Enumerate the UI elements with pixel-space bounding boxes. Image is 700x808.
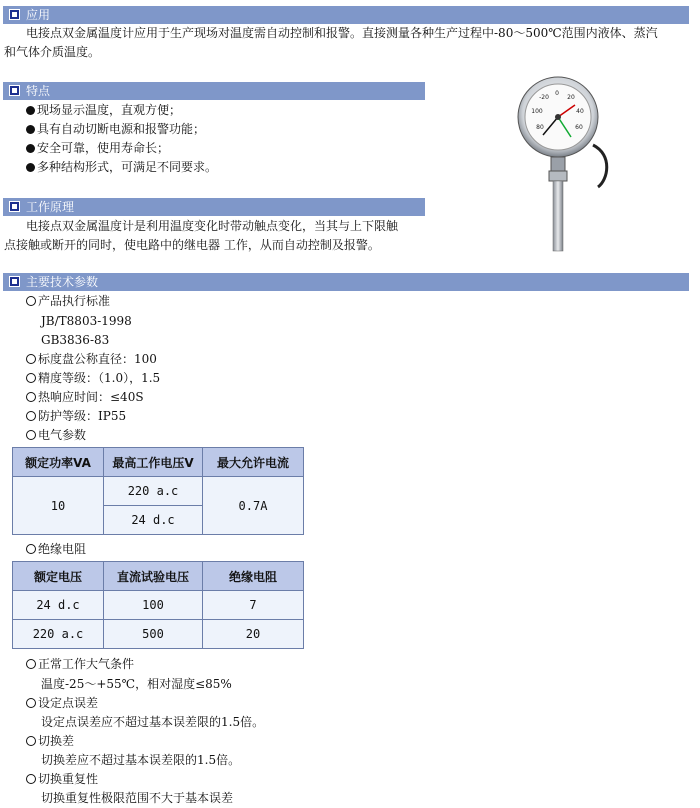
hollow-circle-bullet-icon <box>26 373 36 383</box>
section-title: 工作原理 <box>26 200 75 214</box>
filled-circle-bullet-icon <box>26 163 35 172</box>
section-title: 应用 <box>26 8 51 22</box>
table-cell: 24 d.c <box>104 506 203 535</box>
hollow-circle-bullet-icon <box>26 774 36 784</box>
square-bullet-icon <box>9 276 20 287</box>
table-header: 直流试验电压 <box>104 562 203 591</box>
spec-electrical: 电气参数 <box>26 426 86 445</box>
svg-text:100: 100 <box>531 108 543 115</box>
table-header: 额定电压 <box>13 562 104 591</box>
spec-standard: 产品执行标准 <box>26 292 110 311</box>
section-header-specs <box>3 273 689 291</box>
insulation-table <box>12 561 304 649</box>
standard-gb: GB3836-83 <box>41 333 110 347</box>
square-bullet-icon <box>9 85 20 96</box>
switch-diff-text: 切换差应不超过基本误差限的1.5倍。 <box>41 753 241 767</box>
svg-text:60: 60 <box>575 124 583 131</box>
thermometer-product-image <box>513 75 623 255</box>
hollow-circle-bullet-icon <box>26 698 36 708</box>
svg-text:20: 20 <box>567 94 575 101</box>
principle-line-1: 电接点双金属温度计是利用温度变化时带动触点变化，当其与上下限触 <box>26 219 399 233</box>
principle-line-2: 点接触或断开的同时，使电路中的继电器 工作，从而自动控制及报警。 <box>4 238 380 252</box>
svg-text:80: 80 <box>536 124 544 131</box>
table-header: 最大允许电流 <box>203 448 304 477</box>
table-cell: 7 <box>203 591 304 620</box>
section-title: 特点 <box>26 84 51 98</box>
table-cell: 500 <box>104 620 203 649</box>
svg-text:-20: -20 <box>539 94 549 101</box>
feature-item: 现场显示温度，直观方便； <box>26 101 181 120</box>
application-line-1: 电接点双金属温度计应用于生产现场对温度需自动控制和报警。直接测量各种生产过程中-80～500℃范围内液体、蒸汽 <box>26 26 658 40</box>
section-header-application <box>3 6 689 24</box>
table-cell: 10 <box>13 477 104 535</box>
hollow-circle-bullet-icon <box>26 354 36 364</box>
repeatability-text: 切换重复性极限范围不大于基本误差 <box>41 791 234 805</box>
table-cell: 100 <box>104 591 203 620</box>
feature-item: 多种结构形式，可满足不同要求。 <box>26 158 217 177</box>
spec-response: 热响应时间：≤40S <box>26 388 144 407</box>
hollow-circle-bullet-icon <box>26 544 36 554</box>
feature-item: 具有自动切断电源和报警功能； <box>26 120 205 139</box>
table-header: 额定功率VA <box>13 448 104 477</box>
feature-item: 安全可靠，使用寿命长； <box>26 139 169 158</box>
svg-text:40: 40 <box>576 108 584 115</box>
hollow-circle-bullet-icon <box>26 430 36 440</box>
section-header-principle <box>3 198 425 216</box>
spec-protection: 防护等级：IP55 <box>26 407 126 426</box>
atmosphere-text: 温度-25～+55℃，相对湿度≤85% <box>41 677 232 691</box>
hollow-circle-bullet-icon <box>26 411 36 421</box>
spec-repeatability: 切换重复性 <box>26 770 98 789</box>
filled-circle-bullet-icon <box>26 125 35 134</box>
section-title: 主要技术参数 <box>26 275 99 289</box>
hollow-circle-bullet-icon <box>26 296 36 306</box>
table-cell: 24 d.c <box>13 591 104 620</box>
table-cell: 0.7A <box>203 477 304 535</box>
standard-jb: JB/T8803-1998 <box>41 314 132 328</box>
setpoint-text: 设定点误差应不超过基本误差限的1.5倍。 <box>41 715 265 729</box>
table-cell: 220 a.c <box>104 477 203 506</box>
electrical-params-table <box>12 447 304 535</box>
table-header: 最高工作电压V <box>104 448 203 477</box>
table-cell: 220 a.c <box>13 620 104 649</box>
table-cell: 20 <box>203 620 304 649</box>
square-bullet-icon <box>9 9 20 20</box>
spec-setpoint: 设定点误差 <box>26 694 98 713</box>
application-line-2: 和气体介质温度。 <box>4 45 101 59</box>
spec-atmosphere: 正常工作大气条件 <box>26 655 134 674</box>
hollow-circle-bullet-icon <box>26 392 36 402</box>
filled-circle-bullet-icon <box>26 144 35 153</box>
spec-insulation: 绝缘电阻 <box>26 540 86 559</box>
square-bullet-icon <box>9 201 20 212</box>
svg-text:0: 0 <box>555 90 559 97</box>
hollow-circle-bullet-icon <box>26 659 36 669</box>
filled-circle-bullet-icon <box>26 106 35 115</box>
hollow-circle-bullet-icon <box>26 736 36 746</box>
table-header: 绝缘电阻 <box>203 562 304 591</box>
section-header-features <box>3 82 425 100</box>
spec-accuracy: 精度等级：（1.0），1.5 <box>26 369 160 388</box>
spec-switch-diff: 切换差 <box>26 732 74 751</box>
spec-dial: 标度盘公称直径：100 <box>26 350 157 369</box>
